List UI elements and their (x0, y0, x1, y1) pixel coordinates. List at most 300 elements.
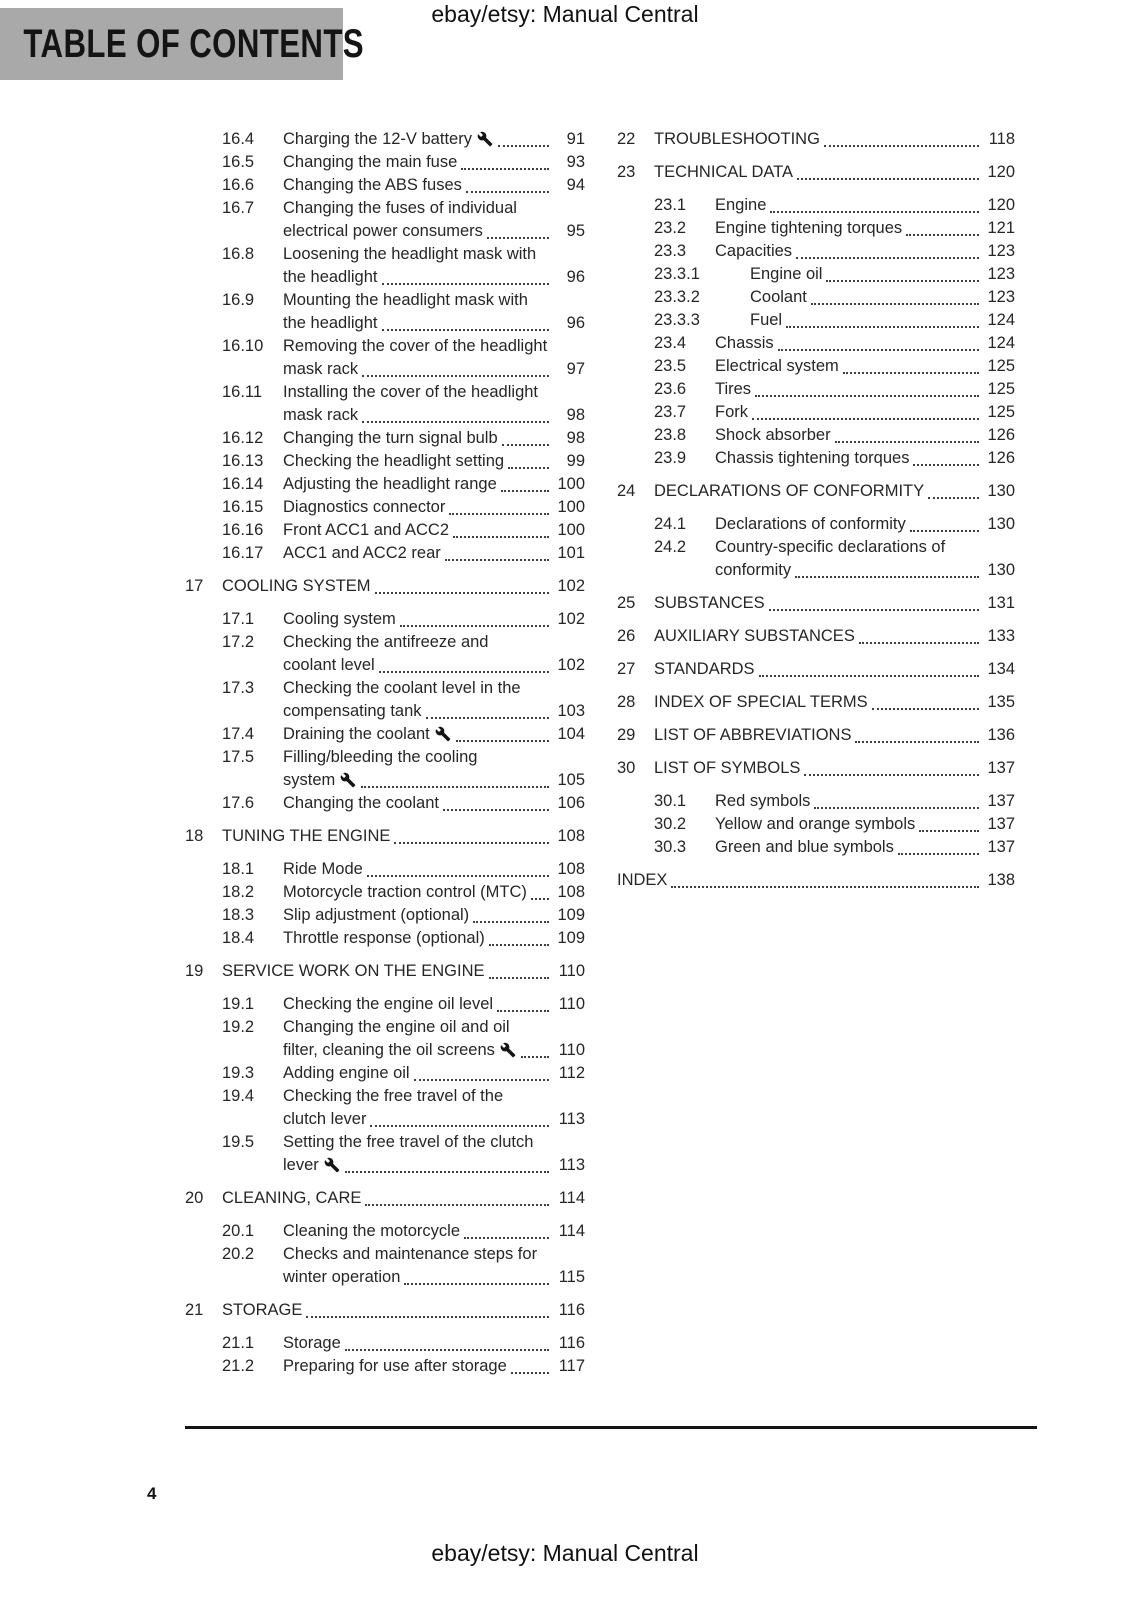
entry-title: system (283, 771, 336, 789)
chapter-number: 23.6 (654, 380, 687, 398)
entry-page-number: 113 (558, 1156, 585, 1174)
chapter-number: 19.2 (222, 1018, 255, 1036)
chapter-number: 16.6 (222, 176, 255, 194)
entry-title-block (750, 263, 1015, 286)
dot-leader (755, 658, 983, 681)
toc-entry (185, 881, 585, 904)
dot-leader (358, 404, 553, 427)
entry-title: Changing the ABS fuses (283, 176, 462, 194)
entry-title: SERVICE WORK ON THE ENGINE (222, 962, 485, 980)
dot-leader (667, 869, 983, 892)
entry-title-block (283, 746, 585, 792)
chapter-number: 16.8 (222, 245, 255, 263)
toc-entry (617, 378, 1015, 401)
dot-leader (341, 1332, 553, 1355)
dot-leader (378, 266, 554, 289)
chapter-number: 19.4 (222, 1087, 255, 1105)
dot-leader (371, 575, 553, 598)
entry-title-block (654, 625, 1015, 648)
toc-entry (617, 240, 1015, 263)
entry-page-number: 99 (566, 452, 585, 470)
dot-leader (517, 1039, 553, 1062)
toc-entry (185, 289, 585, 335)
entry-page-number: 112 (558, 1064, 585, 1082)
entry-title: the headlight (283, 268, 378, 286)
entry-title: STORAGE (222, 1301, 303, 1319)
wrench-icon (500, 1042, 516, 1058)
chapter-number: 16.9 (222, 291, 255, 309)
toc-entry (617, 480, 1015, 503)
toc-entry (617, 813, 1015, 836)
wrench-icon (340, 772, 356, 788)
entry-title-line: Filling/bleeding the cooling (283, 748, 478, 766)
chapter-number: 18 (185, 827, 204, 845)
entry-title: Slip adjustment (optional) (283, 906, 470, 924)
chapter-number: 20 (185, 1189, 204, 1207)
dot-leader (791, 559, 983, 582)
toc-entry (617, 592, 1015, 615)
chapter-number: 23.3 (654, 242, 687, 260)
toc-entry (185, 575, 585, 598)
entry-page-number: 125 (987, 380, 1015, 398)
entry-title: Front ACC1 and ACC2 (283, 521, 449, 539)
entry-title-line: Loosening the headlight mask with (283, 245, 537, 263)
chapter-number: 23.9 (654, 449, 687, 467)
entry-page-number: 101 (557, 544, 585, 562)
entry-page-number: 131 (987, 594, 1015, 612)
entry-title: INDEX (617, 871, 668, 889)
entry-page-number: 137 (987, 815, 1015, 833)
dot-leader (748, 401, 983, 424)
dot-leader (302, 1299, 553, 1322)
entry-page-number: 116 (558, 1301, 585, 1319)
entry-title-block (715, 424, 1015, 447)
dot-leader (751, 378, 983, 401)
entry-title: Chassis (715, 334, 774, 352)
toc-entry (185, 450, 585, 473)
entry-page-number: 102 (557, 577, 585, 595)
entry-page-number: 106 (557, 794, 585, 812)
entry-title-block (715, 355, 1015, 378)
toc-entry (617, 724, 1015, 747)
dot-leader (868, 691, 983, 714)
toc-entry (185, 1085, 585, 1131)
toc-entry (185, 608, 585, 631)
entry-title-block (283, 335, 585, 381)
toc-entry (185, 960, 585, 983)
chapter-number: 17.1 (222, 610, 255, 628)
entry-title-block (283, 792, 585, 815)
entry-title-block (283, 1355, 585, 1378)
entry-page-number: 114 (558, 1222, 585, 1240)
chapter-number: 16.11 (222, 383, 263, 401)
entry-title-line: Changing the engine oil and oil (283, 1018, 510, 1036)
toc-entry (185, 151, 585, 174)
dot-leader (498, 427, 553, 450)
toc-entry (185, 473, 585, 496)
entry-title: Throttle response (optional) (283, 929, 485, 947)
entry-title-line: Country-specific declarations of (715, 538, 946, 556)
entry-title: Preparing for use after storage (283, 1357, 507, 1375)
entry-title-block (617, 869, 1015, 892)
entry-title-block (654, 161, 1015, 184)
entry-page-number: 130 (987, 561, 1015, 579)
entry-title-block (715, 790, 1015, 813)
dot-leader (906, 513, 983, 536)
entry-title-line: Installing the cover of the headlight (283, 383, 539, 401)
chapter-number: 17.3 (222, 679, 255, 697)
entry-title-block (715, 536, 1015, 582)
entry-title: Fork (715, 403, 748, 421)
chapter-number: 23.8 (654, 426, 687, 444)
entry-page-number: 96 (566, 268, 585, 286)
entry-title-block (283, 519, 585, 542)
toc-entry (185, 496, 585, 519)
page-title: TABLE OF CONTENTS (23, 21, 364, 66)
chapter-number: 24.2 (654, 538, 687, 556)
toc-entry (185, 381, 585, 427)
entry-title-block (283, 542, 585, 565)
toc-entry (185, 1299, 585, 1322)
entry-page-number: 125 (987, 403, 1015, 421)
toc-column-left (185, 128, 585, 1378)
dot-leader (361, 1187, 553, 1210)
entry-page-number: 108 (557, 827, 585, 845)
toc-entry (617, 757, 1015, 780)
entry-title: ACC1 and ACC2 rear (283, 544, 441, 562)
entry-title-block (715, 401, 1015, 424)
entry-title-block (750, 309, 1015, 332)
dot-leader (820, 128, 983, 151)
dot-leader (765, 592, 983, 615)
toc-entry (617, 161, 1015, 184)
entry-title-block (283, 631, 585, 677)
entry-title: SUBSTANCES (654, 594, 765, 612)
toc-entry (617, 355, 1015, 378)
entry-page-number: 100 (557, 521, 585, 539)
toc-entry (617, 286, 1015, 309)
entry-title-block (654, 658, 1015, 681)
entry-title-block (283, 1332, 585, 1355)
toc-entry (617, 263, 1015, 286)
entry-title-block (283, 197, 585, 243)
toc-entry (185, 128, 585, 151)
entry-title: TUNING THE ENGINE (222, 827, 391, 845)
toc-entry (185, 427, 585, 450)
dot-leader (396, 608, 553, 631)
wrench-icon (435, 726, 451, 742)
entry-page-number: 133 (987, 627, 1015, 645)
entry-title: Checking the headlight setting (283, 452, 505, 470)
toc-entry (617, 309, 1015, 332)
entry-title: Declarations of conformity (715, 515, 906, 533)
section-heading-banner (0, 8, 364, 80)
toc-entry (617, 194, 1015, 217)
dot-leader (851, 724, 983, 747)
entry-title: COOLING SYSTEM (222, 577, 371, 595)
chapter-number: 18.3 (222, 906, 255, 924)
entry-page-number: 130 (987, 515, 1015, 533)
entry-title: Cleaning the motorcycle (283, 1222, 461, 1240)
entry-title-block (283, 151, 585, 174)
dot-leader (497, 473, 553, 496)
chapter-number: 30 (617, 759, 636, 777)
dot-leader (774, 332, 983, 355)
dot-leader (909, 447, 983, 470)
entry-title-block (654, 592, 1015, 615)
chapter-number: 18.1 (222, 860, 255, 878)
dot-leader (915, 813, 983, 836)
dot-leader (457, 151, 553, 174)
entry-title: Fuel (750, 311, 783, 329)
entry-title-block (654, 724, 1015, 747)
entry-title: Engine (715, 196, 767, 214)
chapter-number: 23.4 (654, 334, 687, 352)
entry-page-number: 120 (987, 163, 1015, 181)
entry-title: winter operation (283, 1268, 401, 1286)
entry-title-block (283, 993, 585, 1016)
toc-entry (617, 424, 1015, 447)
entry-title: coolant level (283, 656, 375, 674)
entry-page-number: 98 (566, 429, 585, 447)
entry-title-block (715, 217, 1015, 240)
entry-page-number: 115 (558, 1268, 585, 1286)
dot-leader (363, 858, 553, 881)
toc-entry (185, 825, 585, 848)
chapter-number: 23.7 (654, 403, 687, 421)
entry-title: AUXILIARY SUBSTANCES (654, 627, 855, 645)
header-doc-title: ebay/etsy: Manual Central (431, 1, 699, 27)
dot-leader (441, 542, 553, 565)
entry-title-block (715, 332, 1015, 355)
entry-title: INDEX OF SPECIAL TERMS (654, 693, 868, 711)
entry-title-block (283, 927, 585, 950)
entry-title: Changing the turn signal bulb (283, 429, 498, 447)
chapter-number: 21.1 (222, 1334, 255, 1352)
dot-leader (766, 194, 983, 217)
chapter-number: 30.3 (654, 838, 687, 856)
chapter-number: 17.2 (222, 633, 255, 651)
entry-page-number: 136 (987, 726, 1015, 744)
dot-leader (793, 161, 983, 184)
dot-leader (400, 1266, 553, 1289)
dot-leader (800, 757, 983, 780)
dot-leader (378, 312, 554, 335)
entry-page-number: 100 (557, 498, 585, 516)
toc-entry (617, 691, 1015, 714)
chapter-number: 22 (617, 130, 636, 148)
toc-entry (185, 1243, 585, 1289)
entry-title-block (283, 174, 585, 197)
toc-entry (185, 677, 585, 723)
toc-entry (185, 904, 585, 927)
chapter-number: 16.13 (222, 452, 264, 470)
entry-page-number: 116 (558, 1334, 585, 1352)
dot-leader (839, 355, 983, 378)
entry-page-number: 126 (987, 426, 1015, 444)
entry-title: compensating tank (283, 702, 422, 720)
entry-title-block (283, 496, 585, 519)
chapter-number: 23.1 (654, 196, 687, 214)
entry-title-block (222, 1299, 585, 1322)
toc-entry (617, 447, 1015, 470)
dot-leader (485, 960, 553, 983)
toc-entry (185, 746, 585, 792)
entry-page-number: 117 (558, 1357, 585, 1375)
toc-entry (185, 197, 585, 243)
entry-page-number: 130 (987, 482, 1015, 500)
toc-entry (185, 858, 585, 881)
entry-title-block (715, 378, 1015, 401)
entry-title-block (222, 1187, 585, 1210)
chapter-number: 16.14 (222, 475, 264, 493)
entry-page-number: 121 (987, 219, 1015, 237)
chapter-number: 20.2 (222, 1245, 255, 1263)
entry-title: Engine oil (750, 265, 823, 283)
chapter-number: 17.4 (222, 725, 255, 743)
dot-leader (507, 1355, 553, 1378)
entry-title-block (654, 757, 1015, 780)
entry-title-block (222, 575, 585, 598)
chapter-number: 25 (617, 594, 636, 612)
entry-title: Red symbols (715, 792, 811, 810)
toc-entry (185, 993, 585, 1016)
entry-page-number: 102 (557, 610, 585, 628)
chapter-number: 28 (617, 693, 636, 711)
dot-leader (452, 723, 553, 746)
chapter-number: 17.6 (222, 794, 255, 812)
toc-entry (185, 335, 585, 381)
entry-title-block (750, 286, 1015, 309)
entry-title: Diagnostics connector (283, 498, 446, 516)
wrench-icon (324, 1157, 340, 1173)
entry-title: Green and blue symbols (715, 838, 894, 856)
entry-title: TECHNICAL DATA (654, 163, 794, 181)
entry-title-line: Checking the free travel of the (283, 1087, 504, 1105)
entry-title-block (283, 1062, 585, 1085)
entry-title-block (283, 1243, 585, 1289)
entry-page-number: 135 (987, 693, 1015, 711)
chapter-number: 17 (185, 577, 204, 595)
toc-entry (617, 128, 1015, 151)
entry-title: filter, cleaning the oil screens (283, 1041, 495, 1059)
entry-page-number: 109 (557, 929, 585, 947)
entry-title-line: Checks and maintenance steps for (283, 1245, 538, 1263)
chapter-number: 30.1 (654, 792, 687, 810)
chapter-number: 19.3 (222, 1064, 255, 1082)
chapter-number: 21 (185, 1301, 204, 1319)
entry-title: Capacities (715, 242, 793, 260)
entry-title-line: Mounting the headlight mask with (283, 291, 528, 309)
entry-page-number: 97 (566, 360, 585, 378)
chapter-number: 16.12 (222, 429, 264, 447)
toc-entry (617, 332, 1015, 355)
toc-column-right (617, 128, 1015, 1378)
entry-title: Coolant (750, 288, 807, 306)
dot-leader (831, 424, 983, 447)
entry-title: Chassis tightening torques (715, 449, 910, 467)
toc-entry (185, 1187, 585, 1210)
entry-page-number: 124 (987, 311, 1015, 329)
dot-leader (807, 286, 983, 309)
dot-leader (341, 1154, 553, 1177)
entry-title: Draining the coolant (283, 725, 430, 743)
entry-title-block (715, 813, 1015, 836)
dot-leader (527, 881, 553, 904)
chapter-number: 23.3.1 (654, 265, 700, 283)
entry-title-block (283, 677, 585, 723)
entry-page-number: 104 (557, 725, 585, 743)
dot-leader (462, 174, 553, 197)
entry-title: Checking the engine oil level (283, 995, 494, 1013)
entry-title: STANDARDS (654, 660, 755, 678)
entry-title: conformity (715, 561, 792, 579)
chapter-number: 24 (617, 482, 636, 500)
dot-leader (449, 519, 553, 542)
chapter-number: 26 (617, 627, 636, 645)
entry-title: Charging the 12-V battery (283, 130, 472, 148)
footer-doc-title: ebay/etsy: Manual Central (431, 1540, 699, 1566)
chapter-number: 29 (617, 726, 636, 744)
entry-title-block (283, 289, 585, 335)
dot-leader (390, 825, 553, 848)
toc-entry (185, 174, 585, 197)
chapter-number: 21.2 (222, 1357, 255, 1375)
table-of-contents (185, 128, 1017, 1378)
toc-entry (185, 927, 585, 950)
dot-leader (366, 1108, 553, 1131)
entry-page-number: 118 (988, 130, 1015, 148)
entry-title-block (654, 480, 1015, 503)
entry-page-number: 110 (558, 995, 585, 1013)
entry-page-number: 114 (558, 1189, 585, 1207)
entry-title-block (283, 1220, 585, 1243)
dot-leader (493, 993, 553, 1016)
chapter-number: 19.5 (222, 1133, 255, 1151)
entry-title: the headlight (283, 314, 378, 332)
chapter-number: 16.4 (222, 130, 255, 148)
toc-entry (617, 625, 1015, 648)
entry-title-line: Checking the coolant level in the (283, 679, 521, 697)
entry-title-block (283, 723, 585, 746)
entry-page-number: 100 (557, 475, 585, 493)
entry-page-number: 123 (987, 288, 1015, 306)
dot-leader (504, 450, 553, 473)
chapter-number: 16.17 (222, 544, 264, 562)
dot-leader (494, 128, 553, 151)
dot-leader (358, 358, 553, 381)
toc-entry (185, 1131, 585, 1177)
entry-title: lever (283, 1156, 319, 1174)
dot-leader (439, 792, 553, 815)
chapter-number: 16.7 (222, 199, 255, 217)
entry-title-block (283, 1016, 585, 1062)
chapter-number: 19 (185, 962, 204, 980)
entry-title: Ride Mode (283, 860, 363, 878)
dot-leader (357, 769, 553, 792)
chapter-number: 23.3.3 (654, 311, 700, 329)
toc-entry (617, 869, 1015, 892)
entry-page-number: 137 (987, 759, 1015, 777)
toc-entry (185, 243, 585, 289)
toc-entry (617, 513, 1015, 536)
entry-title-block (715, 194, 1015, 217)
entry-title-block (283, 858, 585, 881)
toc-entry (185, 1016, 585, 1062)
entry-title-block (283, 427, 585, 450)
toc-entry (185, 792, 585, 815)
entry-page-number: 103 (557, 702, 585, 720)
